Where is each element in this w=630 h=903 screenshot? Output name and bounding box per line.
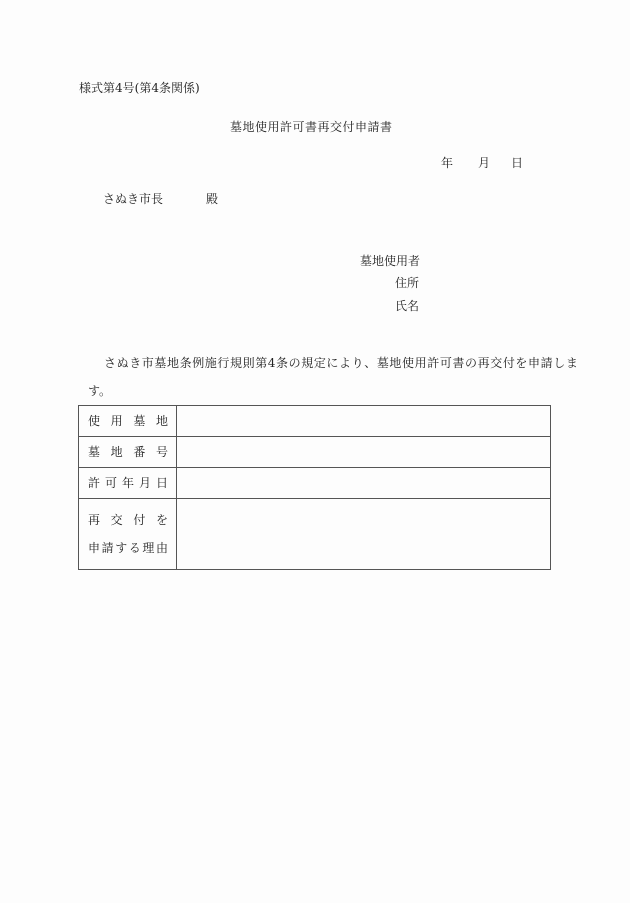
label-char: 申 <box>88 541 101 555</box>
row-label <box>79 445 176 459</box>
addressee-honorific: 殿 <box>206 192 219 206</box>
body-text-line2: す。 <box>88 384 112 398</box>
label-char: 地 <box>155 414 168 428</box>
label-char: 地 <box>110 445 123 459</box>
reason-label-line1 <box>79 513 176 527</box>
label-char: 理 <box>142 541 155 555</box>
label-char: 墓 <box>88 445 101 459</box>
label-char: 使 <box>88 414 101 428</box>
row-label <box>79 414 176 428</box>
label-char: 年 <box>121 476 134 490</box>
label-char: 号 <box>155 445 168 459</box>
label-char: 墓 <box>133 414 146 428</box>
table-row-permit-date <box>79 468 551 499</box>
reason-field[interactable] <box>177 499 551 570</box>
label-char: 日 <box>155 476 168 490</box>
label-char: 交 <box>110 513 123 527</box>
date-year: 年 <box>441 156 454 170</box>
reason-label-line2 <box>79 541 176 555</box>
label-char: す <box>115 541 128 555</box>
applicant-heading: 墓地使用者 <box>360 254 421 268</box>
label-char: 由 <box>155 541 168 555</box>
application-table <box>78 405 551 570</box>
address-label: 住所 <box>395 276 420 290</box>
table-row-cemetery <box>79 406 551 437</box>
form-number: 様式第4号(第4条関係) <box>79 81 200 95</box>
label-char: 付 <box>133 513 146 527</box>
date-day: 日 <box>511 156 524 170</box>
label-char: を <box>155 513 168 527</box>
row-label <box>79 476 176 490</box>
permit-date-field[interactable] <box>177 468 551 499</box>
label-char: 用 <box>110 414 123 428</box>
table-row-plot-number <box>79 437 551 468</box>
body-text-line1: さぬき市墓地条例施行規則第4条の規定により、墓地使用許可書の再交付を申請しま <box>104 356 579 370</box>
table-row-reason <box>79 499 551 570</box>
label-char: る <box>128 541 141 555</box>
addressee-name: さぬき市長 <box>103 192 164 206</box>
label-char: 許 <box>88 476 101 490</box>
label-char: 再 <box>88 513 101 527</box>
date-month: 月 <box>478 156 491 170</box>
label-char: 請 <box>101 541 114 555</box>
name-label: 氏名 <box>395 299 420 313</box>
label-char: 可 <box>104 476 117 490</box>
document-title: 墓地使用許可書再交付申請書 <box>230 120 393 134</box>
label-char: 月 <box>138 476 151 490</box>
plot-number-field[interactable] <box>177 437 551 468</box>
label-char: 番 <box>133 445 146 459</box>
cemetery-field[interactable] <box>177 406 551 437</box>
